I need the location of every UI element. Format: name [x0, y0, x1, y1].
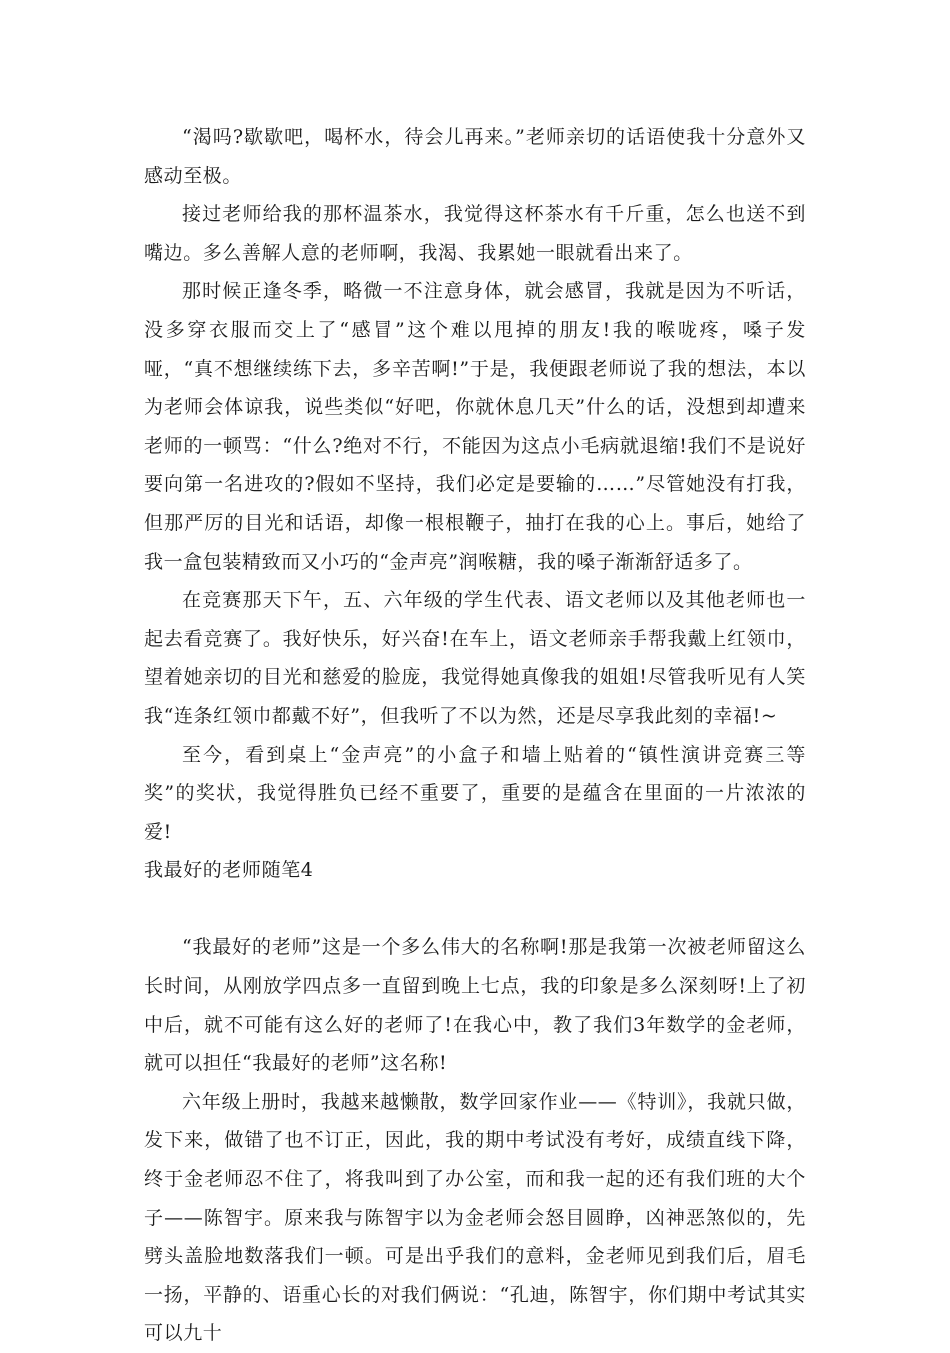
section-title: 我最好的老师随笔4: [144, 859, 314, 882]
paragraph: 在竞赛那天下午，五、六年级的学生代表、语文老师以及其他老师也一起去看竞赛了。我好快乐，好兴奋!在车上，语文老师亲手帮我戴上红领巾，望着她亲切的目光和慈爱的脸庞，我觉得她真像我的姐姐!尽管我听见有人笑我“连条红领巾都戴不好”，但我听了不以为然，还是尽享我此刻的幸福!~: [144, 589, 806, 727]
paragraph: 至今，看到桌上“金声亮”的小盒子和墙上贴着的“镇性演讲竞赛三等奖”的奖状，我觉得胜负已经不重要了，重要的是蕴含在里面的一片浓浓的爱!: [144, 743, 806, 843]
blank-line: [144, 890, 806, 929]
paragraph: 接过老师给我的那杯温茶水，我觉得这杯茶水有千斤重，怎么也送不到嘴边。多么善解人意的老师啊，我渴、我累她一眼就看出来了。: [144, 203, 806, 264]
paragraph: 那时候正逢冬季，略微一不注意身体，就会感冒，我就是因为不听话，没多穿衣服而交上了“感冒”这个难以甩掉的朋友!我的喉咙疼，嗓子发哑，“真不想继续练下去，多辛苦啊!”于是，我便跟老师说了我的想法，本以为老师会体谅我，说些类似“好吧，你就休息几天”什么的话，没想到却遭来老师的一顿骂：“什么?绝对不行，不能因为这点小毛病就退缩!我们不是说好要向第一名进攻的?假如不坚持，我们必定是要输的……”尽管她没有打我，但那严厉的目光和话语，却像一根根鞭子，抽打在我的心上。事后，她给了我一盒包装精致而又小巧的“金声亮”润喉糖，我的嗓子渐渐舒适多了。: [144, 280, 806, 573]
paragraph: 六年级上册时，我越来越懒散，数学回家作业——《特训》，我就只做，发下来，做错了也不订正，因此，我的期中考试没有考好，成绩直线下降，终于金老师忍不住了，将我叫到了办公室，而和我一起的还有我们班的大个子——陈智宇。原来我与陈智宇以为金老师会怒目圆睁，凶神恶煞似的，先劈头盖脸地数落我们一顿。可是出乎我们的意料，金老师见到我们后，眉毛一扬，平静的、语重心长的对我们俩说：“孔迪，陈智宇，你们期中考试其实可以九十: [144, 1090, 806, 1345]
document-body: [144, 118, 806, 1353]
paragraph: “我最好的老师”这是一个多么伟大的名称啊!那是我第一次被老师留这么长时间，从刚放学四点多一直留到晚上七点，我的印象是多么深刻呀!上了初中后，就不可能有这么好的老师了!在我心中，教了我们3年数学的金老师，就可以担任“我最好的老师”这名称!: [144, 936, 806, 1075]
paragraph: “渴吗?歇歇吧，喝杯水，待会儿再来。”老师亲切的话语使我十分意外又感动至极。: [144, 126, 806, 187]
